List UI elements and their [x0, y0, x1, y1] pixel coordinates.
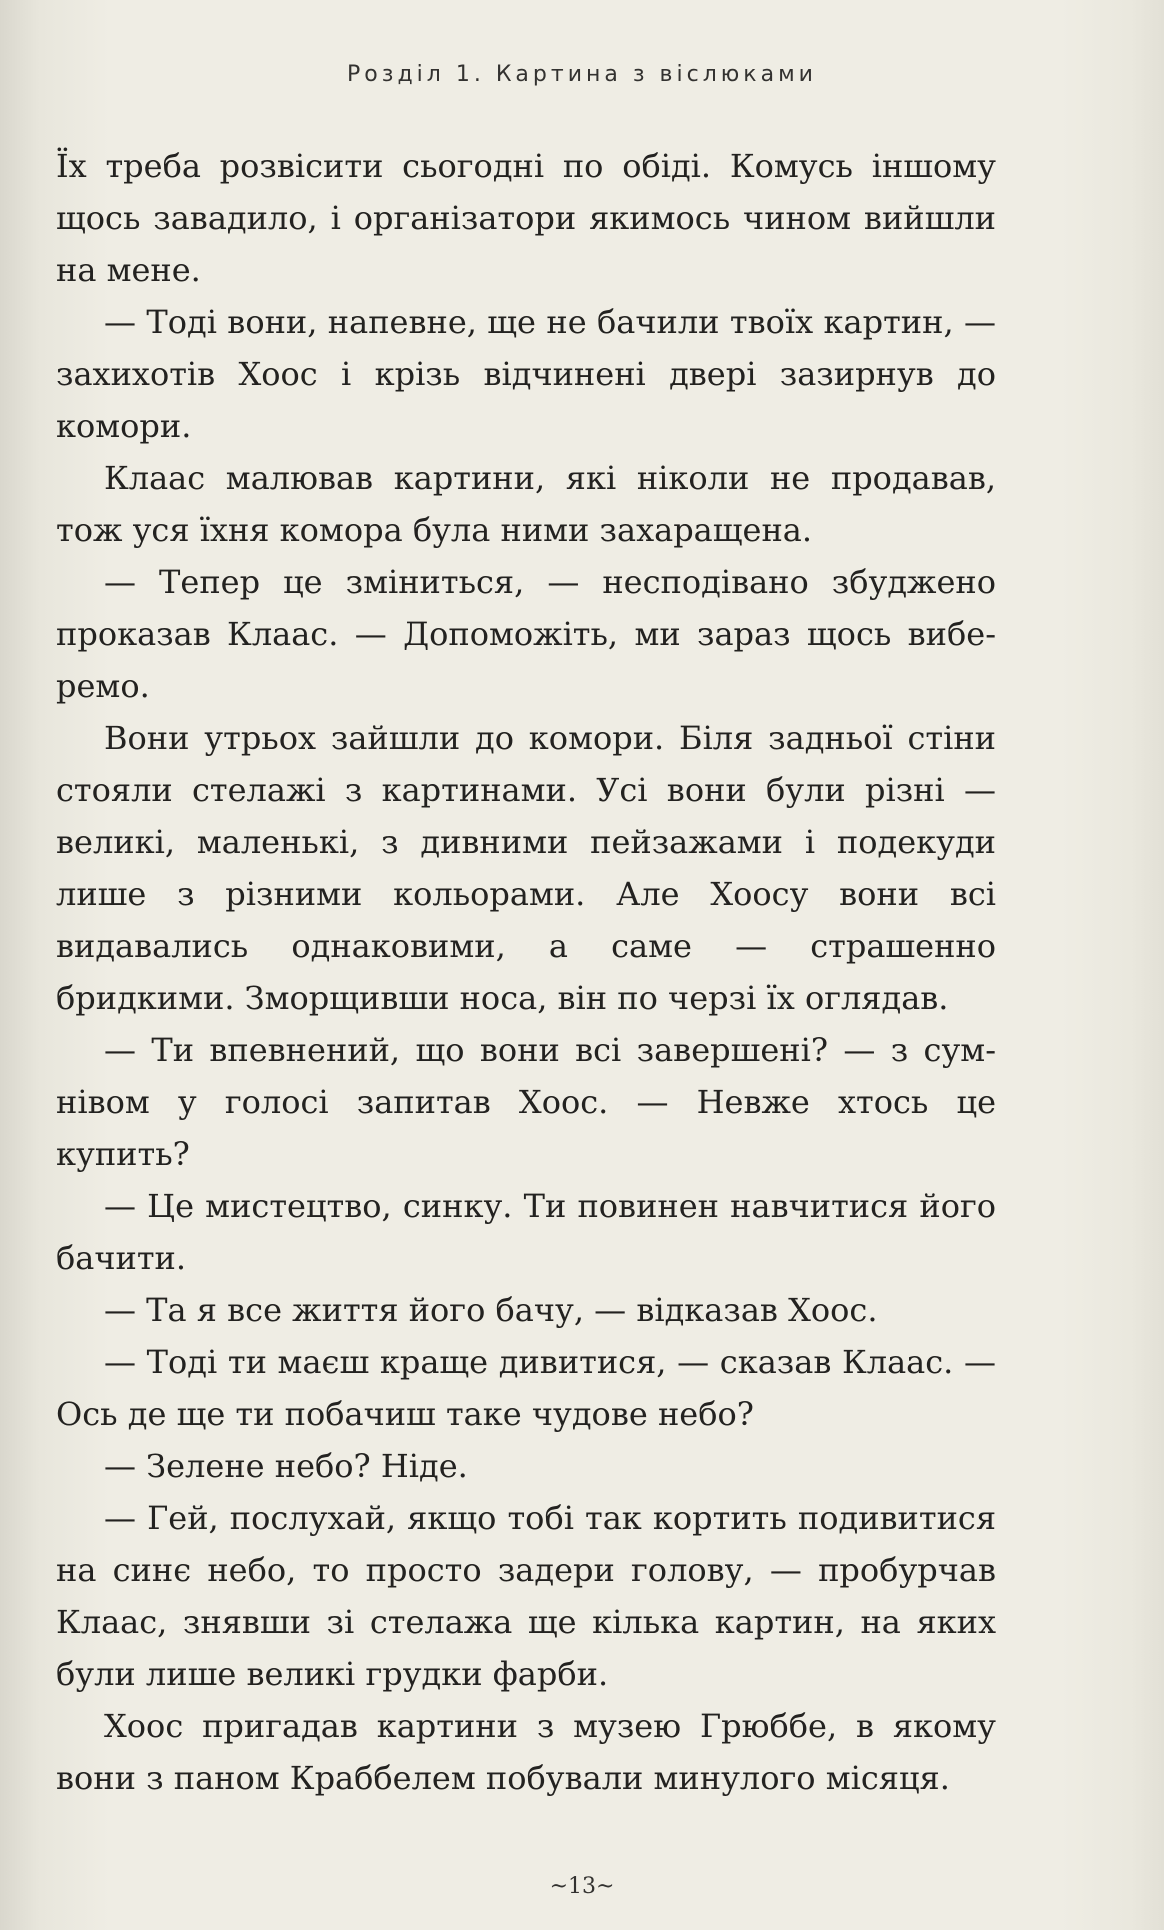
- paragraph: — Це мистецтво, синку. Ти повинен навчитися його бачити.: [56, 1187, 996, 1277]
- running-head: Розділ 1. Картина з віслюками: [347, 62, 817, 87]
- paragraph: Хоос пригадав картини з музею Грюббе, в якому вони з паном Краббелем побували минулого місяця.: [56, 1707, 996, 1797]
- paragraph: — Зелене небо? Ніде.: [104, 1447, 468, 1485]
- paragraph: — Тоді ти маєш краще дивитися, — сказав Клаас. — Ось де ще ти побачиш таке чудове небо?: [56, 1343, 996, 1433]
- page-number: ~13~: [549, 1874, 615, 1899]
- body-text: [56, 140, 996, 1804]
- paragraph: — Ти впевнений, що вони всі завершені? — з сумнівом у голосі запитав Хоос. — Невже хтось це купить?: [56, 1031, 996, 1173]
- paragraph: Вони утрьох зайшли до комори. Біля задньої стіни стояли стелажі з картинами. Усі вони були різні — великі, маленькі, з дивними пейзажами і подекуди лише з різними кольорами. Але Хоосу вони всі видавались однаковими, а саме — страшенно бридкими. Зморщивши носа, він по черзі їх оглядав.: [56, 719, 996, 1017]
- paragraph: — Тоді вони, напевне, ще не бачили твоїх картин, — захихотів Хоос і крізь відчинені двері зазирнув до комори.: [56, 303, 996, 445]
- paragraph: Їх треба розвісити сьогодні по обіді. Комусь іншому щось завадило, і організатори якимось чином вийшли на мене.: [56, 147, 996, 289]
- paragraph: Клаас малював картини, які ніколи не продавав, тож уся їхня комора була ними захаращена.: [56, 459, 996, 549]
- paragraph: — Гей, послухай, якщо тобі так кортить подивитися на синє небо, то просто задери голову, — пробурчав Клаас, знявши зі стелажа ще кілька картин, на яких були лише великі грудки фарби.: [56, 1499, 996, 1693]
- paragraph: — Тепер це зміниться, — несподівано збуджено проказав Клаас. — Допоможіть, ми зараз щось виберемо.: [56, 563, 996, 705]
- paragraph: — Та я все життя його бачу, — відказав Хоос.: [104, 1291, 878, 1329]
